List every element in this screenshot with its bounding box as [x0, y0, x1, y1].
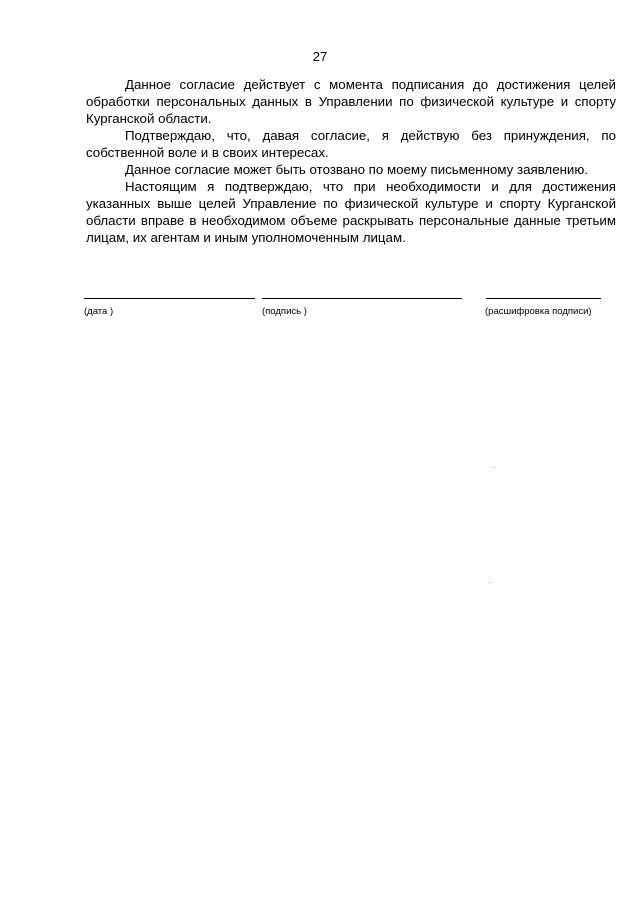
date-line	[84, 298, 255, 299]
page-number: 27	[312, 49, 328, 64]
paragraph-validity: Данное согласие действует с момента подписания до достижения целей обработки персональных данных в Управлении по физической культуре и спорту Курганской области.	[86, 77, 616, 126]
date-label: (дата )	[84, 306, 114, 317]
consent-text	[86, 76, 616, 246]
signature-line	[262, 298, 462, 299]
signature-label: (подпись )	[262, 306, 307, 317]
scan-speck	[489, 582, 490, 583]
paragraph-voluntary: Подтверждаю, что, давая согласие, я действую без принуждения, по собственной воле и в своих интересах.	[86, 128, 616, 160]
paragraph-disclosure: Настоящим я подтверждаю, что при необходимости и для достижения указанных выше целей Управление по физической культуре и спорту Курганской области вправе в необходимом объеме раскрывать персональные данные третьим лицам, их агентам и иным уполномоченным лицам.	[86, 179, 616, 245]
scan-speck	[494, 467, 495, 468]
decoding-line	[486, 298, 601, 299]
paragraph-revocation: Данное согласие может быть отозвано по моему письменному заявлению.	[125, 162, 589, 177]
decoding-label: (расшифровка подписи)	[485, 306, 592, 317]
